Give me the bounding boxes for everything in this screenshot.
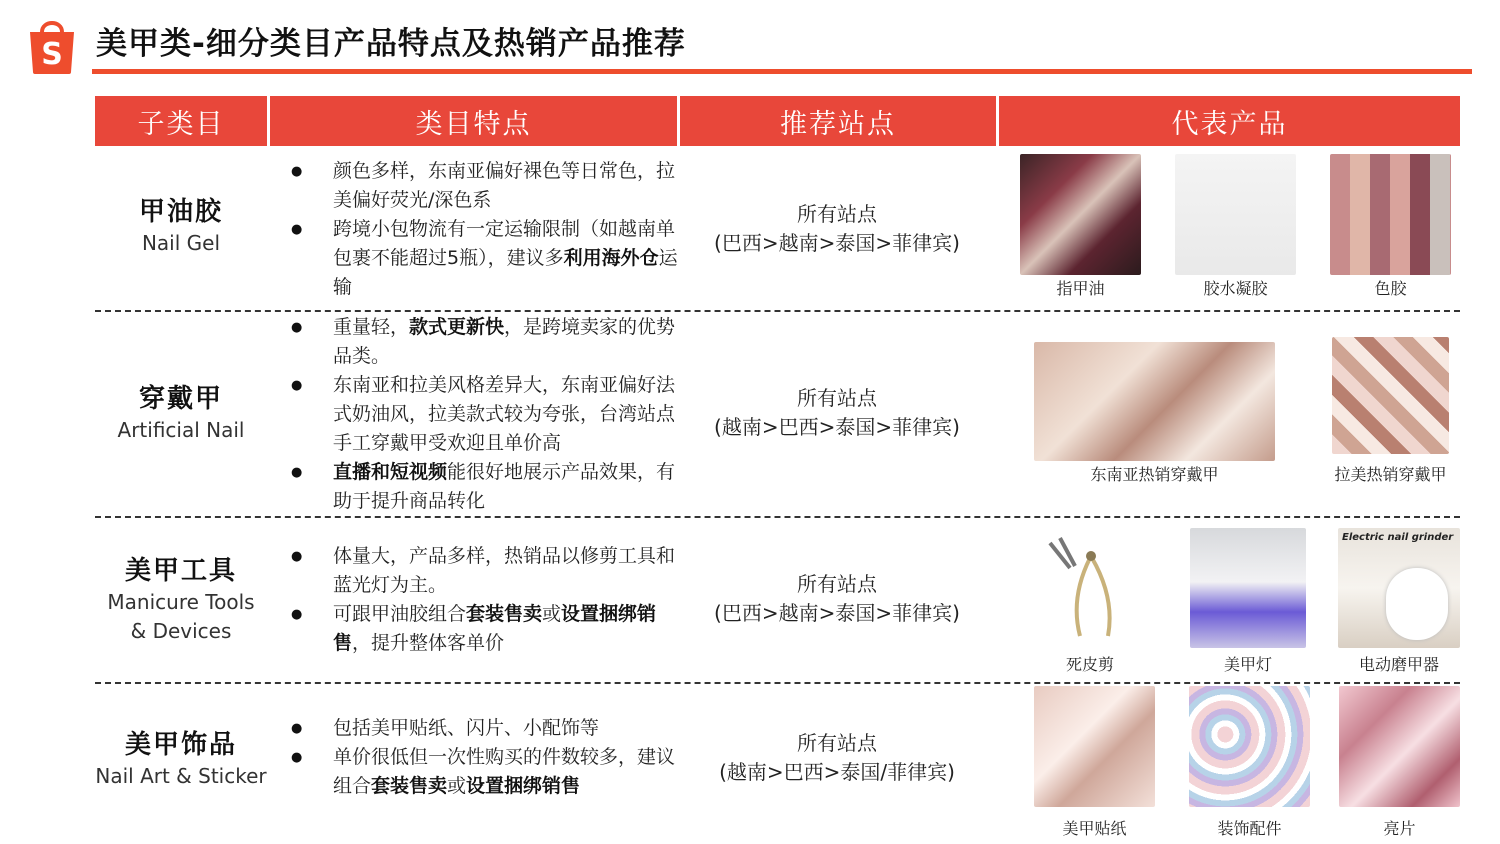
table-row-manicure-tools: [95, 518, 1460, 682]
product-image-nail-sticker: [1034, 686, 1155, 807]
product-image-color-gel: [1330, 154, 1451, 275]
feature-item: ● 体量大，产品多样，热销品以修剪工具和蓝光灯为主。: [285, 542, 680, 600]
subcategory-en: Manicure Tools: [107, 590, 255, 614]
feature-list: [285, 542, 680, 658]
sites-label: 所有站点: [797, 202, 877, 226]
subcategory-zh: 穿戴甲: [138, 384, 223, 414]
header-sites: 推荐站点: [680, 96, 996, 146]
sites-ranking: (巴西>越南>泰国>菲律宾): [714, 601, 960, 625]
recommended-sites: [678, 200, 996, 258]
table-row-nail-art-sticker: [95, 684, 1460, 844]
table-row-artificial-nail: [95, 312, 1460, 516]
feature-item: ● 单价很低但一次性购买的件数较多，建议组合套装售卖或设置捆绑销售: [285, 743, 680, 801]
product-caption: 死皮剪: [1065, 655, 1114, 674]
product-caption: 装饰配件: [1217, 819, 1282, 838]
subcategory-en-line2: & Devices: [130, 619, 232, 643]
feature-item: ● 包括美甲贴纸、闪片、小配饰等: [285, 714, 680, 743]
subcategory-zh: 美甲工具: [124, 556, 237, 586]
product-caption: 拉美热销穿戴甲: [1334, 465, 1447, 484]
logo-letter: S: [41, 37, 63, 72]
subcategory-zh: 甲油胶: [138, 197, 223, 227]
feature-item: ● 颜色多样，东南亚偏好裸色等日常色，拉美偏好荧光/深色系: [285, 157, 680, 215]
product-image-nail-polish: [1020, 154, 1141, 275]
product-image-latam-press-on-nails: [1332, 337, 1449, 454]
recommended-sites: [678, 384, 996, 442]
feature-item: ● 可跟甲油胶组合套装售卖或设置捆绑销售，提升整体客单价: [285, 600, 680, 658]
sites-ranking: (越南>巴西>泰国/菲律宾): [719, 760, 955, 784]
subcategory-zh: 美甲饰品: [124, 730, 237, 760]
title-underline: [92, 69, 1472, 74]
sites-ranking: (巴西>越南>泰国>菲律宾): [714, 231, 960, 255]
product-caption: 亮片: [1383, 819, 1416, 838]
product-caption: 美甲贴纸: [1062, 819, 1127, 838]
product-image-gel-glue: [1175, 154, 1296, 275]
product-image-decorations: [1189, 686, 1310, 807]
header-features: 类目特点: [270, 96, 677, 146]
product-image-sea-press-on-nails: [1034, 342, 1275, 461]
subcategory-cell: [95, 554, 267, 646]
cuticle-nipper-icon: [1030, 528, 1150, 648]
subcategory-en: Nail Art & Sticker: [95, 764, 267, 788]
header-products: 代表产品: [999, 96, 1460, 146]
grinder-label: Electric nail grinder: [1342, 532, 1454, 543]
subcategory-cell: [95, 728, 267, 791]
grinder-device-icon: [1386, 568, 1448, 640]
feature-list: [285, 714, 680, 801]
subcategory-cell: [95, 195, 267, 258]
sites-label: 所有站点: [797, 572, 877, 596]
feature-list: [285, 157, 680, 302]
subcategory-cell: [95, 382, 267, 445]
product-image-cuticle-nipper: [1030, 528, 1150, 648]
product-image-uv-lamp: [1190, 528, 1306, 648]
product-caption: 美甲灯: [1223, 655, 1272, 674]
sites-label: 所有站点: [797, 386, 877, 410]
recommended-sites: [678, 570, 996, 628]
feature-item: ● 跨境小包物流有一定运输限制（如越南单包裹不能超过5瓶），建议多利用海外仓运输: [285, 215, 680, 302]
table-header: [95, 96, 1460, 146]
sites-label: 所有站点: [797, 731, 877, 755]
product-caption: 电动磨甲器: [1358, 655, 1439, 674]
subcategory-en: Artificial Nail: [117, 418, 245, 442]
page-title: 美甲类-细分类目产品特点及热销产品推荐: [96, 26, 686, 62]
product-caption: 指甲油: [1056, 279, 1105, 298]
recommended-sites: [678, 729, 996, 787]
header-subcategory: 子类目: [95, 96, 267, 146]
product-caption: 色胶: [1374, 279, 1407, 298]
shopee-bag-logo-icon: [26, 14, 78, 76]
feature-list: [285, 313, 680, 516]
product-caption: 东南亚热销穿戴甲: [1090, 465, 1219, 484]
table-row-nail-gel: [95, 150, 1460, 310]
feature-item: ● 重量轻，款式更新快，是跨境卖家的优势品类。: [285, 313, 680, 371]
feature-item: ● 东南亚和拉美风格差异大，东南亚偏好法式奶油风，拉美款式较为夸张，台湾站点手工穿戴甲受欢迎且单价高: [285, 371, 680, 458]
feature-item: ● 直播和短视频能很好地展示产品效果，有助于提升商品转化: [285, 458, 680, 516]
product-image-glitter: [1339, 686, 1460, 807]
product-image-electric-nail-grinder: [1338, 528, 1460, 648]
subcategory-en: Nail Gel: [141, 231, 221, 255]
product-caption: 胶水凝胶: [1203, 279, 1268, 298]
sites-ranking: (越南>巴西>泰国>菲律宾): [714, 415, 960, 439]
